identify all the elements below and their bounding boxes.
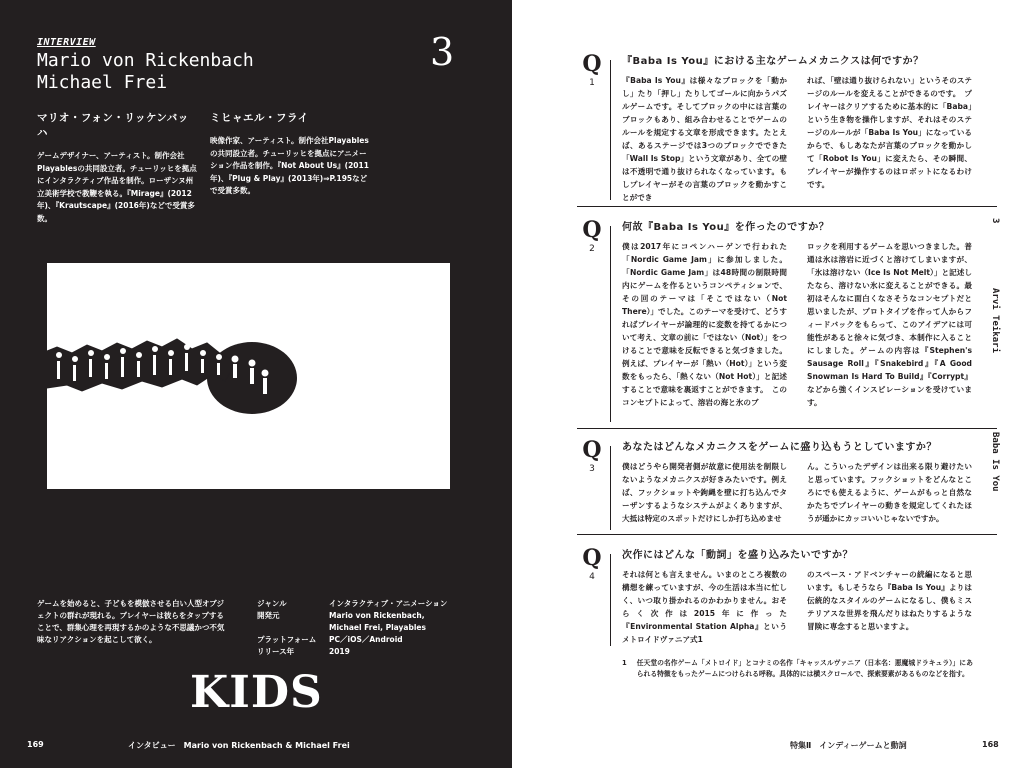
interviewee-names	[37, 50, 254, 94]
question-title: あなたはどんなメカニクスをゲームに盛り込もうとしていますか？	[622, 442, 937, 453]
right-page	[512, 0, 1024, 768]
game-info-table	[257, 598, 459, 658]
info-value: PC／iOS／Android	[329, 635, 403, 644]
section-divider	[577, 534, 997, 535]
info-key: リリース年	[257, 647, 295, 656]
running-footer: 特集Ⅱ インディーゲームと動詞	[790, 741, 907, 750]
profile-mario	[37, 110, 197, 225]
info-key	[257, 622, 329, 634]
q-number: 2	[589, 244, 595, 254]
answer-column: 僕は2017年にコペンハーゲンで行われた「Nordic Game Jam」に参加しました。「Nordic Game Jam」は48時間の制限時間内にゲームを作るというコンペティションで、その回のテーマは「そこではない（Not There）」でした。このテーマを受けて、どうすればプレイヤーが論理的に変数を持てるかについて考え、文章の前に「ではない（Not）」をつけることで意味を反転できると気づきました。例えば、プレイヤーが「熱い（Hot）」という変数をもったら、「熱くない（Not Hot）」と記述することで意味を裏返すことができます。 このコンセプトによって、溶岩の海と氷のブ	[622, 242, 787, 407]
answer-column: ん。こういったデザインは出来る限り避けたいと思っています。フックショットをどんなところにでも使えるように、ゲームがもっと自然なかたちでプレイヤーの動きを規定してくれたほうが遥かにカッコいいじゃないですか。	[807, 462, 972, 523]
answer-columns	[622, 240, 972, 409]
profile-bio: 映像作家、アーティスト。制作会社Playablesの共同設立者。チューリッヒを拠点にアニメーション作品を制作。『Not About Us』(2011年)、『Plug & Play』(2013年)⇒P.195などで受賞多数。	[210, 136, 369, 195]
question-marker	[582, 52, 602, 88]
qa-block-3	[582, 438, 972, 530]
answer-columns	[622, 74, 972, 204]
section-divider	[577, 206, 997, 207]
info-row	[257, 634, 459, 646]
question-marker	[582, 546, 602, 582]
footnote-text: 任天堂の名作ゲーム「メトロイド」とコナミの名作「キャッスルヴァニア（日本名：悪魔城ドラキュラ）」にあられる特徴をもったゲームにつけられる呼称。具体的には横スクロールで、探索要素があるものなどを指す。	[636, 659, 973, 678]
q-letter: Q	[582, 545, 602, 571]
question-title: 『Baba Is You』における主なゲームメカニクスは何ですか？	[622, 56, 924, 67]
answer-column: 『Baba Is You』は様々なブロックを「動かし」たり「押し」たりしてゴールに向かうパズルゲームです。そしてブロックの中には言葉のブロックもあり、組み合わせることでゲームのルールを規定する文章を形成できます。たとえば、あるステージでは3つのブロックでできた「Wall Is Stop」という文章があり、全ての壁は不透明で通り抜けられなくなっています。もしプレイヤーがその言葉のブロックを動かすことができ	[622, 76, 787, 202]
name-line-2: Michael Frei	[37, 72, 168, 93]
footnote	[622, 658, 977, 680]
section-divider	[577, 428, 997, 429]
name-line-1: Mario von Rickenbach	[37, 50, 254, 71]
answer-columns	[622, 460, 972, 525]
answer-column: のスペース・アドベンチャーの続編になると思います。もしそうなら『Baba Is You』よりは伝統的なスタイルのゲームになるし、僕もミステリアスな世界を飛んだりはねたりするような冒険に専念すると思いますよ。	[807, 570, 972, 631]
question-marker	[582, 438, 602, 474]
info-value: 2019	[329, 647, 350, 656]
profile-bio: ゲームデザイナー、アーティスト。制作会社Playablesの共同設立者。チューリッヒを拠点にインタラクティブ作品を制作。ローザンヌ州立美術学校で教鞭を執る。『Mirage』(2012年)、『Krautscape』(2016年)などで受賞多数。	[37, 151, 197, 223]
page-number: 168	[982, 740, 999, 749]
question-rule	[610, 554, 611, 646]
answer-column: 僕はどうやら開発者側が故意に使用法を制限しないようなメカニクスが好きみたいです。例えば、フックショットや鉤縄を壁に打ち込んでターザンするようなシステムがよくありますが、大抵は特定のスポットだけにしか打ち込めませ	[622, 462, 787, 523]
question-marker	[582, 218, 602, 254]
q-letter: Q	[582, 437, 602, 463]
info-key: ジャンル	[257, 599, 287, 608]
question-rule	[610, 226, 611, 422]
interview-kicker: INTERVIEW	[37, 37, 96, 48]
info-key: 開発元	[257, 611, 280, 620]
answer-column: ロックを利用するゲームを思いつきました。普通は氷は溶岩に近づくと溶けてしまいますが、「氷は溶けない（Ice Is Not Melt）」と記述したなら、溶けない氷に変えることができる。最初はそんなに面白くなさそうなコンセプトだと思いましたが、プロトタイプを作って人からフィードバックをもらって、このアイデアには可能性があると徐々に気づき、本制作に入ることにしました。ゲームの内容は『Stephen's Sausage Roll』『Snakebird』『A Good Snowman Is Hard To Build』『Corrypt』などから強くインスピレーションを受けています。	[807, 242, 972, 407]
q-number: 4	[589, 572, 595, 582]
info-row	[257, 610, 459, 622]
info-value: Michael Frei, Playables	[329, 623, 426, 632]
answer-columns	[622, 568, 972, 646]
qa-block-1	[582, 52, 972, 202]
answer-column: れば、「壁は通り抜けられない」というそのステージのルールを変えることができるのです。 プレイヤーはクリアするために基本的に「Baba」という生き物を操作しますが、それはそのステージのルールが「Baba Is You」になっているからで、もしあなたが言葉のブロックを動かして「Robot Is You」に変えたら、その瞬間、プレイヤーが操作するのはロボットになるわけです。	[807, 76, 972, 189]
q-number: 3	[589, 464, 595, 474]
footnote-number: 1	[622, 659, 627, 667]
info-key: プラットフォーム	[257, 635, 317, 644]
page-number: 169	[27, 740, 44, 749]
info-row	[257, 598, 459, 610]
qa-block-2	[582, 218, 972, 426]
side-game-title: Baba Is You	[990, 432, 1000, 492]
answer-column: それは何とも言えません。いまのところ複数の構想を練っていますが、今の生活は本当に忙しく、いつ取り掛かれるのかわかりません。おそらく次作は2015年に作った『Environmental Station Alpha』というメトロイドヴァニア式1	[622, 570, 787, 644]
question-title: 次作にはどんな「動詞」を盛り込みたいですか？	[622, 550, 853, 561]
game-illustration	[47, 263, 450, 489]
illustration-caption: ゲームを始めると、子どもを模倣させる白い人型オブジェクトの群れが現れる。プレイヤーは彼らをタップすることで、群集心理を再現するかのような不思議かつ不気味なリアクションを起こして欲く。	[37, 599, 225, 644]
info-value: インタラクティブ・アニメーション	[329, 599, 448, 608]
info-row	[257, 646, 459, 658]
qa-block-4	[582, 546, 972, 646]
profile-name: マリオ・フォン・リッケンバッハ	[37, 112, 189, 139]
question-rule	[610, 60, 611, 200]
side-section-number: 3	[990, 218, 1000, 224]
side-person-name: Arvi Teikari	[990, 288, 1000, 354]
question-rule	[610, 446, 611, 530]
question-title: 何故『Baba Is You』を作ったのですか？	[622, 222, 830, 233]
q-letter: Q	[582, 217, 602, 243]
info-row	[257, 622, 459, 634]
q-number: 1	[589, 78, 595, 88]
profile-michael	[210, 110, 370, 198]
section-number: 3	[430, 30, 455, 74]
info-value: Mario von Rickenbach,	[329, 611, 425, 620]
profile-name: ミヒャエル・フライ	[210, 112, 309, 124]
q-letter: Q	[582, 51, 602, 77]
crowd-illustration	[47, 263, 450, 489]
game-title: KIDS	[190, 667, 323, 718]
running-footer: インタビュー Mario von Rickenbach & Michael Frei	[128, 741, 350, 750]
